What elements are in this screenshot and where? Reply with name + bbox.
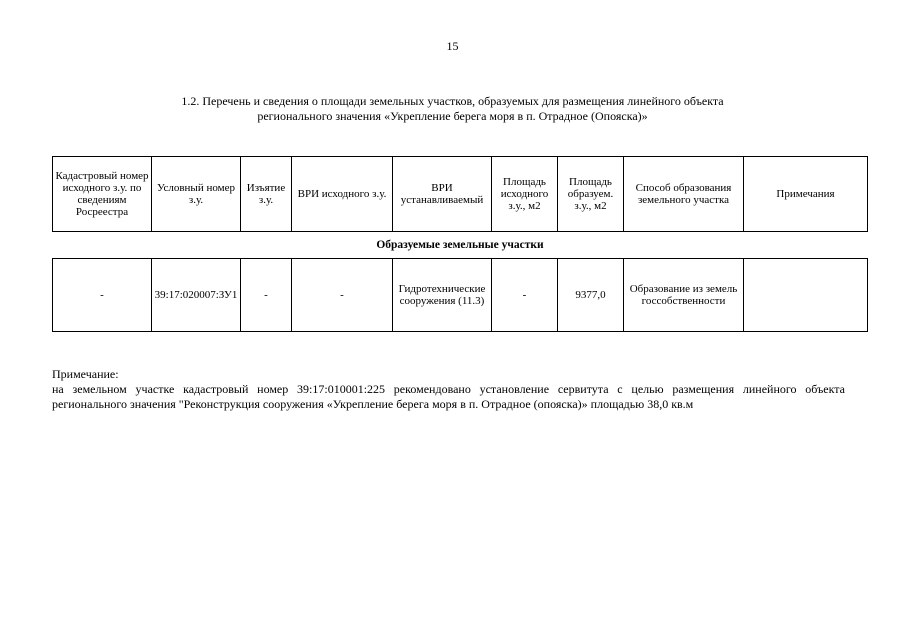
cell-notes	[744, 259, 868, 332]
table-section-row	[53, 232, 868, 259]
note-title: Примечание:	[52, 367, 119, 381]
page-number: 15	[446, 39, 459, 53]
header-seizure: Изъятие з.у.	[241, 157, 292, 232]
header-formed-area: Площадь образуем. з.у., м2	[558, 157, 624, 232]
header-formation-method: Способ образования земельного участка	[624, 157, 744, 232]
section-title-line-1: 1.2. Перечень и сведения о площади земельных участков, образуемых для размещения линейного объекта	[181, 94, 724, 108]
cell-conditional-number: 39:17:020007:ЗУ1	[152, 259, 241, 332]
table-header-row	[53, 157, 868, 232]
cell-established-use: Гидротехнические сооружения (11.3)	[393, 259, 492, 332]
header-source-use: ВРИ исходного з.у.	[292, 157, 393, 232]
note-body: на земельном участке кадастровый номер 39:17:010001:225 рекомендовано установление сервитута с целью размещения линейного объекта регионального значения "Реконструкция сооружения «Укрепление берега моря в п. Отрадное (опояска)» площадью 38,0 кв.м	[52, 382, 845, 411]
land-parcels-table	[52, 156, 868, 332]
cell-source-use: -	[292, 259, 393, 332]
table-row	[53, 259, 868, 332]
cell-cadastral-number: -	[53, 259, 152, 332]
section-title-line-2: регионального значения «Укрепление берега моря в п. Отрадное (Опояска)»	[257, 109, 648, 123]
header-cadastral-number: Кадастровый номер исходного з.у. по сведениям Росреестра	[53, 157, 152, 232]
header-established-use: ВРИ устанавливаемый	[393, 157, 492, 232]
cell-formation-method: Образование из земель госсобственности	[624, 259, 744, 332]
header-notes: Примечания	[744, 157, 868, 232]
table-section-title: Образуемые земельные участки	[53, 232, 868, 259]
cell-seizure: -	[241, 259, 292, 332]
cell-source-area: -	[492, 259, 558, 332]
section-title	[100, 94, 805, 124]
header-source-area: Площадь исходного з.у., м2	[492, 157, 558, 232]
cell-formed-area: 9377,0	[558, 259, 624, 332]
header-conditional-number: Условный номер з.у.	[152, 157, 241, 232]
